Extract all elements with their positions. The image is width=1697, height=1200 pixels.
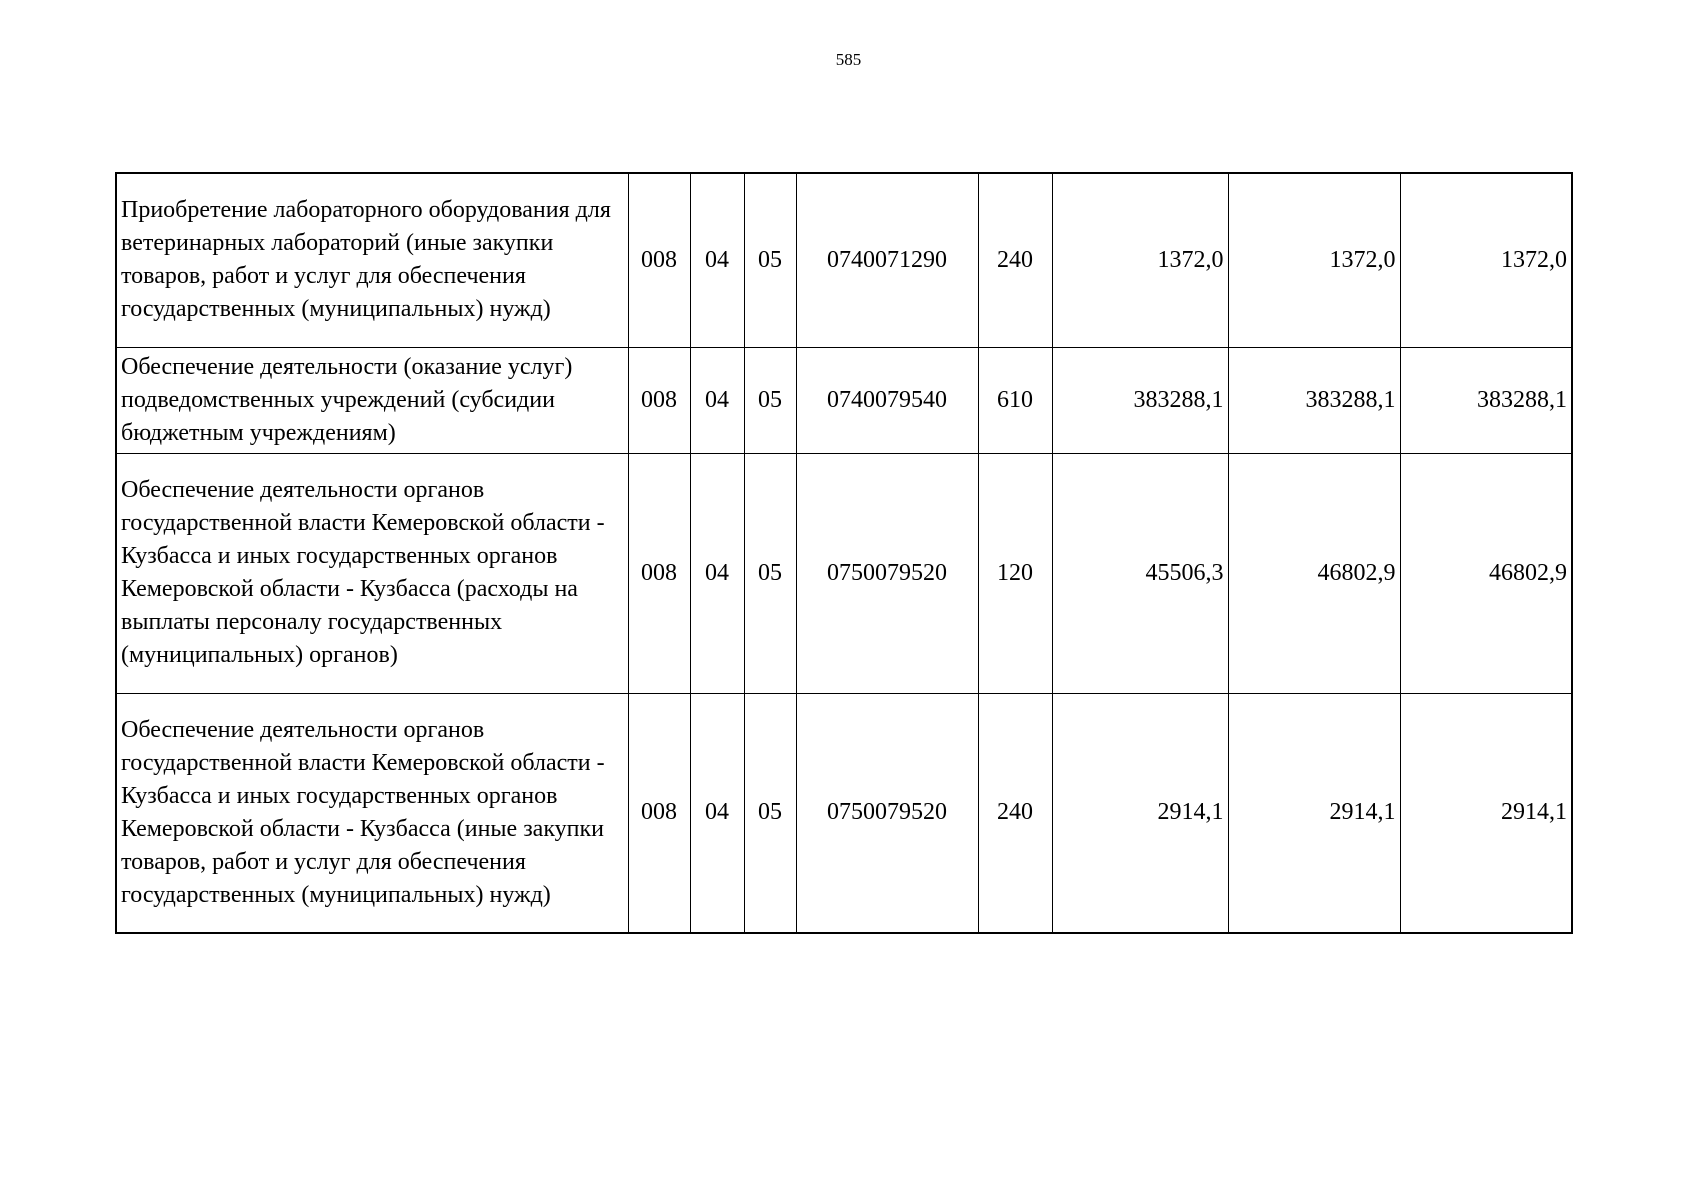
ministry-code: 008 xyxy=(628,693,690,933)
amount-year-3: 46802,9 xyxy=(1400,453,1572,693)
budget-table xyxy=(115,172,1573,934)
amount-year-2: 1372,0 xyxy=(1228,173,1400,347)
amount-year-1: 1372,0 xyxy=(1052,173,1228,347)
subsection-code: 05 xyxy=(744,693,796,933)
table-row xyxy=(116,347,1572,453)
section-code: 04 xyxy=(690,693,744,933)
expense-type-code: 240 xyxy=(978,693,1052,933)
subsection-code: 05 xyxy=(744,453,796,693)
subsection-code: 05 xyxy=(744,173,796,347)
row-description: Обеспечение деятельности органов государственной власти Кемеровской области - Кузбасса и иных государственных органов Кемеровской области - Кузбасса (расходы на выплаты персоналу государственных (муниципальных) органов) xyxy=(116,453,628,693)
amount-year-3: 2914,1 xyxy=(1400,693,1572,933)
target-article-code: 0750079520 xyxy=(796,453,978,693)
amount-year-3: 383288,1 xyxy=(1400,347,1572,453)
row-description: Обеспечение деятельности (оказание услуг) подведомственных учреждений (субсидии бюджетным учреждениям) xyxy=(116,347,628,453)
ministry-code: 008 xyxy=(628,173,690,347)
amount-year-1: 45506,3 xyxy=(1052,453,1228,693)
target-article-code: 0740079540 xyxy=(796,347,978,453)
row-description: Приобретение лабораторного оборудования для ветеринарных лабораторий (иные закупки товаров, работ и услуг для обеспечения государственных (муниципальных) нужд) xyxy=(116,173,628,347)
amount-year-2: 2914,1 xyxy=(1228,693,1400,933)
amount-year-3: 1372,0 xyxy=(1400,173,1572,347)
section-code: 04 xyxy=(690,173,744,347)
target-article-code: 0750079520 xyxy=(796,693,978,933)
subsection-code: 05 xyxy=(744,347,796,453)
target-article-code: 0740071290 xyxy=(796,173,978,347)
row-description: Обеспечение деятельности органов государственной власти Кемеровской области - Кузбасса и иных государственных органов Кемеровской области - Кузбасса (иные закупки товаров, работ и услуг для обеспечения государственных (муниципальных) нужд) xyxy=(116,693,628,933)
expense-type-code: 610 xyxy=(978,347,1052,453)
table-row xyxy=(116,693,1572,933)
amount-year-1: 383288,1 xyxy=(1052,347,1228,453)
expense-type-code: 120 xyxy=(978,453,1052,693)
expense-type-code: 240 xyxy=(978,173,1052,347)
amount-year-2: 383288,1 xyxy=(1228,347,1400,453)
table-row xyxy=(116,453,1572,693)
section-code: 04 xyxy=(690,347,744,453)
ministry-code: 008 xyxy=(628,347,690,453)
section-code: 04 xyxy=(690,453,744,693)
amount-year-1: 2914,1 xyxy=(1052,693,1228,933)
table-row xyxy=(116,173,1572,347)
page-number: 585 xyxy=(835,50,862,69)
ministry-code: 008 xyxy=(628,453,690,693)
amount-year-2: 46802,9 xyxy=(1228,453,1400,693)
